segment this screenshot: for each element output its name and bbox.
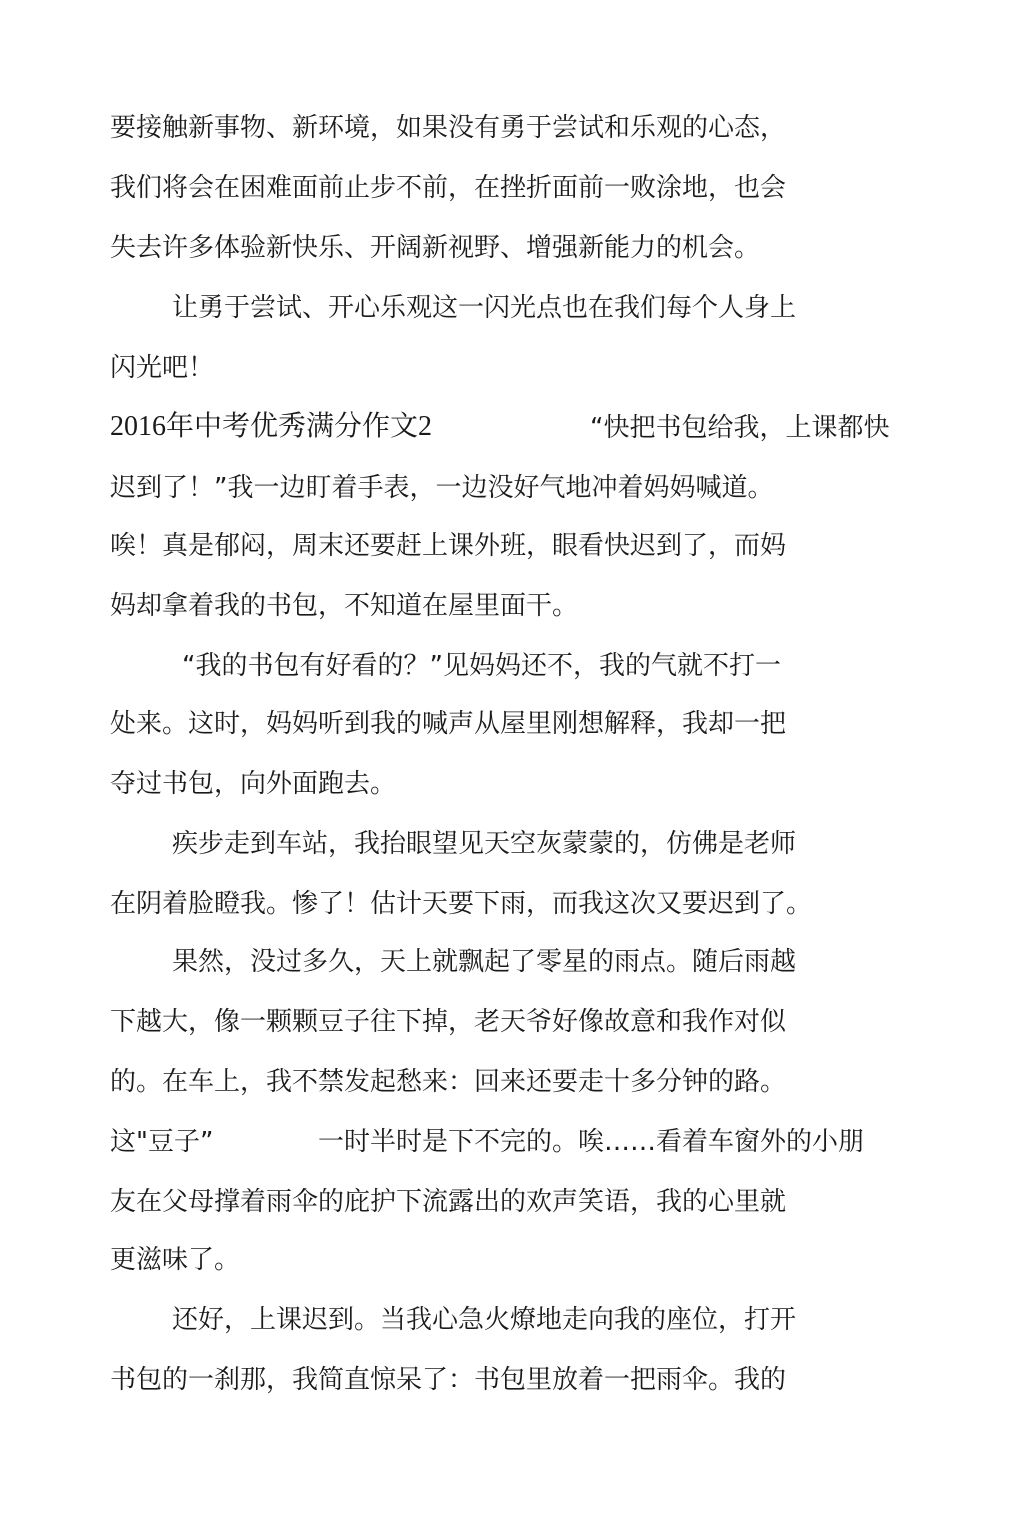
essay-title: 2016年中考优秀满分作文2: [110, 411, 433, 442]
text-line: “我的书包有好看的？”见妈妈还不，我的气就不打一: [182, 651, 781, 681]
text-line: 夺过书包，向外面跑去。: [110, 769, 397, 799]
text-line: 的。在车上，我不禁发起愁来：回来还要走十多分钟的路。: [110, 1067, 787, 1097]
text-line: 妈却拿着我的书包，不知道在屋里面干。: [110, 591, 579, 621]
text-line: 失去许多体验新快乐、开阔新视野、增强新能力的机会。: [110, 233, 761, 263]
text-line: 友在父母撑着雨伞的庇护下流露出的欢声笑语，我的心里就: [110, 1187, 787, 1217]
text-line: 闪光吧！: [110, 353, 215, 383]
text-line: 我们将会在困难面前止步不前，在挫折面前一败涂地，也会: [110, 173, 787, 203]
text-line: 疾步走到车站，我抬眼望见天空灰蒙蒙的，仿佛是老师: [172, 829, 797, 859]
text-line: “快把书包给我，上课都快: [590, 413, 890, 443]
text-line: 唉！真是郁闷，周末还要赶上课外班，眼看快迟到了，而妈: [110, 531, 787, 561]
text-line: 让勇于尝试、开心乐观这一闪光点也在我们每个人身上: [172, 293, 797, 323]
text-line: 果然，没过多久，天上就飘起了零星的雨点。随后雨越: [172, 947, 797, 977]
text-line: 书包的一刹那，我简直惊呆了：书包里放着一把雨伞。我的: [110, 1365, 787, 1395]
text-line: 下越大，像一颗颗豆子往下掉，老天爷好像故意和我作对似: [110, 1007, 787, 1037]
text-line: 要接触新事物、新环境，如果没有勇于尝试和乐观的心态，: [110, 113, 787, 143]
text-line: 还好，上课迟到。当我心急火燎地走向我的座位，打开: [172, 1305, 797, 1335]
text-line: 在阴着脸瞪我。惨了！估计天要下雨，而我这次又要迟到了。: [110, 889, 813, 919]
text-line: 处来。这时，妈妈听到我的喊声从屋里刚想解释，我却一把: [110, 709, 787, 739]
text-line: 一时半时是下不完的。唉……看着车窗外的小朋: [318, 1127, 865, 1157]
text-line: 这"豆子”: [110, 1127, 214, 1157]
text-line: 更滋味了。: [110, 1245, 241, 1275]
text-line: 迟到了！”我一边盯着手表，一边没好气地冲着妈妈喊道。: [110, 473, 774, 503]
